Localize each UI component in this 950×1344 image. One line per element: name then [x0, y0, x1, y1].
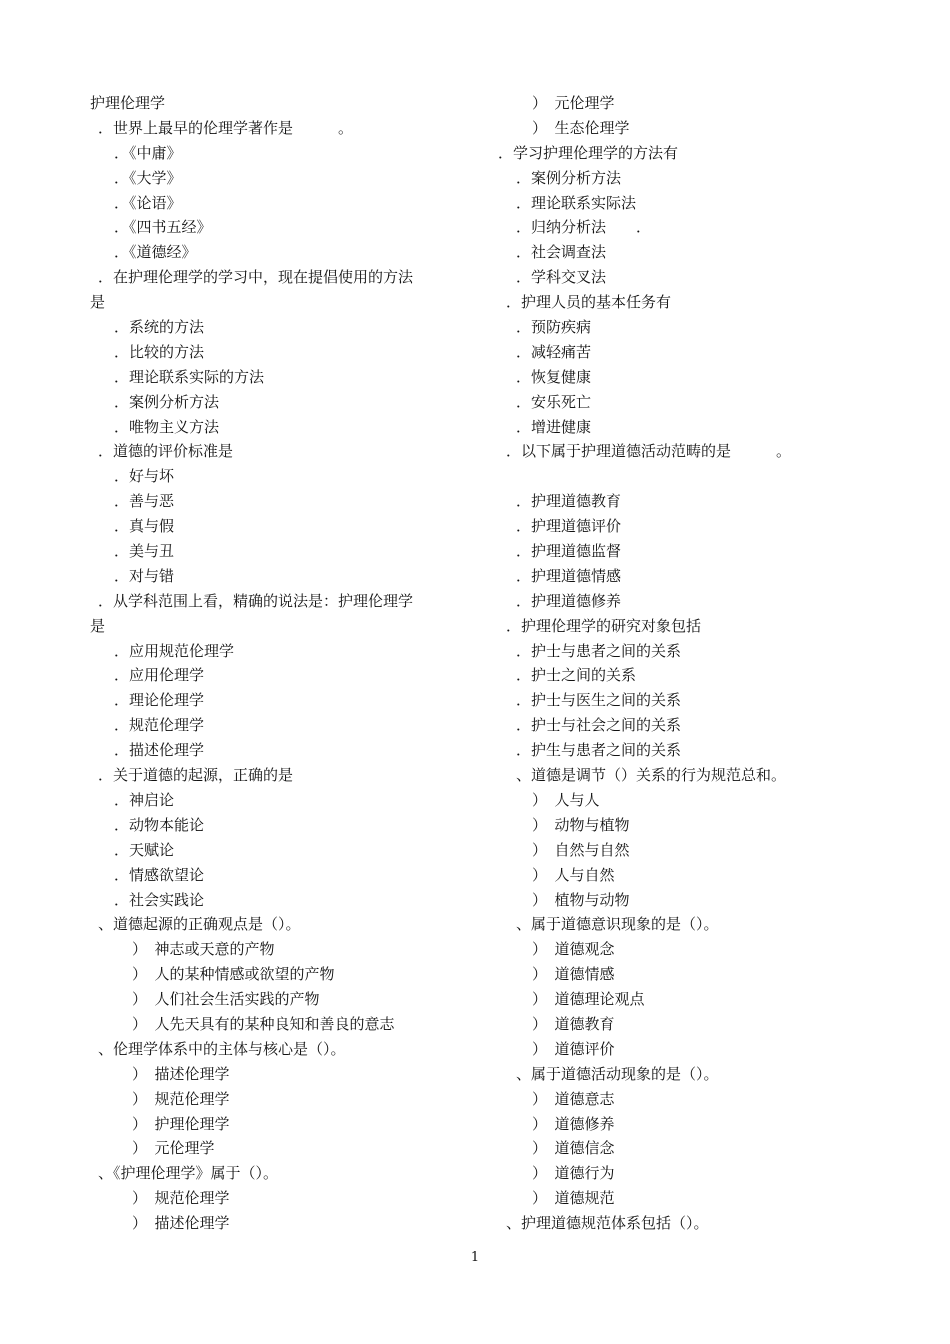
right-column-line: ） 道德修养	[532, 1114, 615, 1133]
right-column-line: ） 人与自然	[532, 865, 615, 884]
right-column-line: ．恢复健康	[516, 367, 592, 386]
right-column-line: ．安乐死亡	[516, 392, 592, 411]
right-column-line	[498, 464, 898, 489]
left-column-line: ．应用规范伦理学	[114, 641, 235, 660]
left-column-line: ） 神志或天意的产物	[132, 940, 275, 959]
left-column-line: 、《护理伦理学》属于（）。	[98, 1164, 279, 1183]
left-column-line: ．《大学》	[114, 168, 182, 187]
left-column-line: ．关于道德的起源，正确的是	[98, 766, 294, 785]
left-column-line: ．理论联系实际的方法	[114, 367, 265, 386]
left-column	[90, 91, 470, 1236]
left-column-line: ．比较的方法	[114, 342, 205, 361]
left-column-line: ．案例分析方法	[114, 392, 220, 411]
left-column-line: ） 元伦理学	[132, 1139, 215, 1158]
left-column-line: ） 护理伦理学	[132, 1114, 230, 1133]
left-column-line: ．对与错	[114, 566, 175, 585]
left-column-line: ．善与恶	[114, 492, 175, 511]
right-column-line: ） 道德情感	[532, 965, 615, 984]
left-column-line: ．《论语》	[114, 193, 182, 212]
left-column-line: ．应用伦理学	[114, 666, 205, 685]
left-column-line: ．真与假	[114, 517, 175, 536]
right-column-line: ） 道德评价	[532, 1039, 615, 1058]
right-column-line: ．护士之间的关系	[516, 666, 637, 685]
left-column-line: ．理论伦理学	[114, 691, 205, 710]
left-column-line: 是	[90, 616, 106, 635]
left-column-line: ） 人们社会生活实践的产物	[132, 990, 320, 1009]
right-column-line: ） 动物与植物	[532, 815, 630, 834]
left-column-line: ．从学科范围上看，精确的说法是：护理伦理学	[98, 591, 414, 610]
right-column-line: ．护理道德教育	[516, 492, 622, 511]
left-column-line: ．在护理伦理学的学习中，现在提倡使用的方法	[98, 268, 414, 287]
right-column-line: ．护理伦理学的研究对象包括	[506, 616, 702, 635]
left-column-line: 、道德起源的正确观点是（）。	[98, 915, 301, 934]
left-column-line: ） 规范伦理学	[132, 1089, 230, 1108]
left-column-line: ．系统的方法	[114, 318, 205, 337]
left-column-line: ．《中庸》	[114, 143, 182, 162]
right-column-line: ．护理道德修养	[516, 591, 622, 610]
right-column-line: ．案例分析方法	[516, 168, 622, 187]
left-column-line: 护理伦理学	[90, 94, 166, 112]
right-column-line: ．护士与患者之间的关系	[516, 641, 682, 660]
right-column-line: ．归纳分析法 ．	[516, 218, 652, 237]
right-column-line: ．减轻痛苦	[516, 342, 592, 361]
left-column-line: ．神启论	[114, 790, 175, 809]
right-column-line: ．以下属于护理道德活动范畴的是 。	[506, 442, 792, 461]
right-column-line: ．增进健康	[516, 417, 592, 436]
right-column-line: ） 生态伦理学	[532, 118, 630, 137]
left-column-line: ） 描述伦理学	[132, 1064, 230, 1083]
right-column-line: ） 道德理论观点	[532, 990, 645, 1009]
page-number: 1	[470, 1250, 480, 1265]
right-column-line: 、护理道德规范体系包括（）。	[506, 1214, 709, 1233]
left-column-line: ．《道德经》	[114, 243, 197, 262]
left-column-line: ．社会实践论	[114, 890, 205, 909]
right-column-line: ） 道德行为	[532, 1164, 615, 1183]
left-column-line: ．动物本能论	[114, 815, 205, 834]
left-column-line: ．世界上最早的伦理学著作是 。	[98, 118, 354, 137]
right-column-line: ．护理道德情感	[516, 566, 622, 585]
right-column-line: ） 道德观念	[532, 940, 615, 959]
left-column-line: ．唯物主义方法	[114, 417, 220, 436]
right-column-line: 、属于道德活动现象的是（）。	[516, 1064, 719, 1083]
right-column-line: ．护士与社会之间的关系	[516, 716, 682, 735]
left-column-line: ） 人的某种情感或欲望的产物	[132, 965, 335, 984]
right-column-line: ） 人与人	[532, 790, 600, 809]
right-column-line: ．预防疾病	[516, 318, 592, 337]
right-column-line: ．护生与患者之间的关系	[516, 741, 682, 760]
right-column-line: ） 道德规范	[532, 1189, 615, 1208]
right-column-line: ．护理道德监督	[516, 542, 622, 561]
right-column-line: ） 自然与自然	[532, 840, 630, 859]
left-column-line: ．描述伦理学	[114, 741, 205, 760]
left-column-line: ） 规范伦理学	[132, 1189, 230, 1208]
right-column-line: ．学科交叉法	[516, 268, 607, 287]
left-column-line: ．好与坏	[114, 467, 175, 486]
right-column-line: ．护士与医生之间的关系	[516, 691, 682, 710]
right-column-line: ） 道德意志	[532, 1089, 615, 1108]
right-column-line: 、道德是调节（）关系的行为规范总和。	[516, 766, 787, 785]
right-column-line: ．学习护理伦理学的方法有	[498, 143, 679, 162]
left-column-line: 是	[90, 293, 106, 312]
left-column-line: 、伦理学体系中的主体与核心是（）。	[98, 1039, 346, 1058]
right-column-line: ．社会调查法	[516, 243, 607, 262]
right-column-line: ） 植物与动物	[532, 890, 630, 909]
right-column-line: ．理论联系实际法	[516, 193, 637, 212]
left-column-line: ．道德的评价标准是	[98, 442, 234, 461]
right-column-line: ．护理人员的基本任务有	[506, 293, 672, 312]
left-column-line: ） 人先天具有的某种良知和善良的意志	[132, 1014, 395, 1033]
left-column-line: ．情感欲望论	[114, 865, 205, 884]
left-column-line: ．美与丑	[114, 542, 175, 561]
left-column-line: ．规范伦理学	[114, 716, 205, 735]
right-column-line: 、属于道德意识现象的是（）。	[516, 915, 719, 934]
right-column-line: ） 元伦理学	[532, 94, 615, 112]
left-column-line: ．《四书五经》	[114, 218, 212, 237]
right-column-line: ） 道德教育	[532, 1014, 615, 1033]
right-column-line: ） 道德信念	[532, 1139, 615, 1158]
left-column-line: ） 描述伦理学	[132, 1214, 230, 1233]
left-column-line: ．天赋论	[114, 840, 175, 859]
right-column	[498, 91, 898, 1236]
right-column-line: ．护理道德评价	[516, 517, 622, 536]
